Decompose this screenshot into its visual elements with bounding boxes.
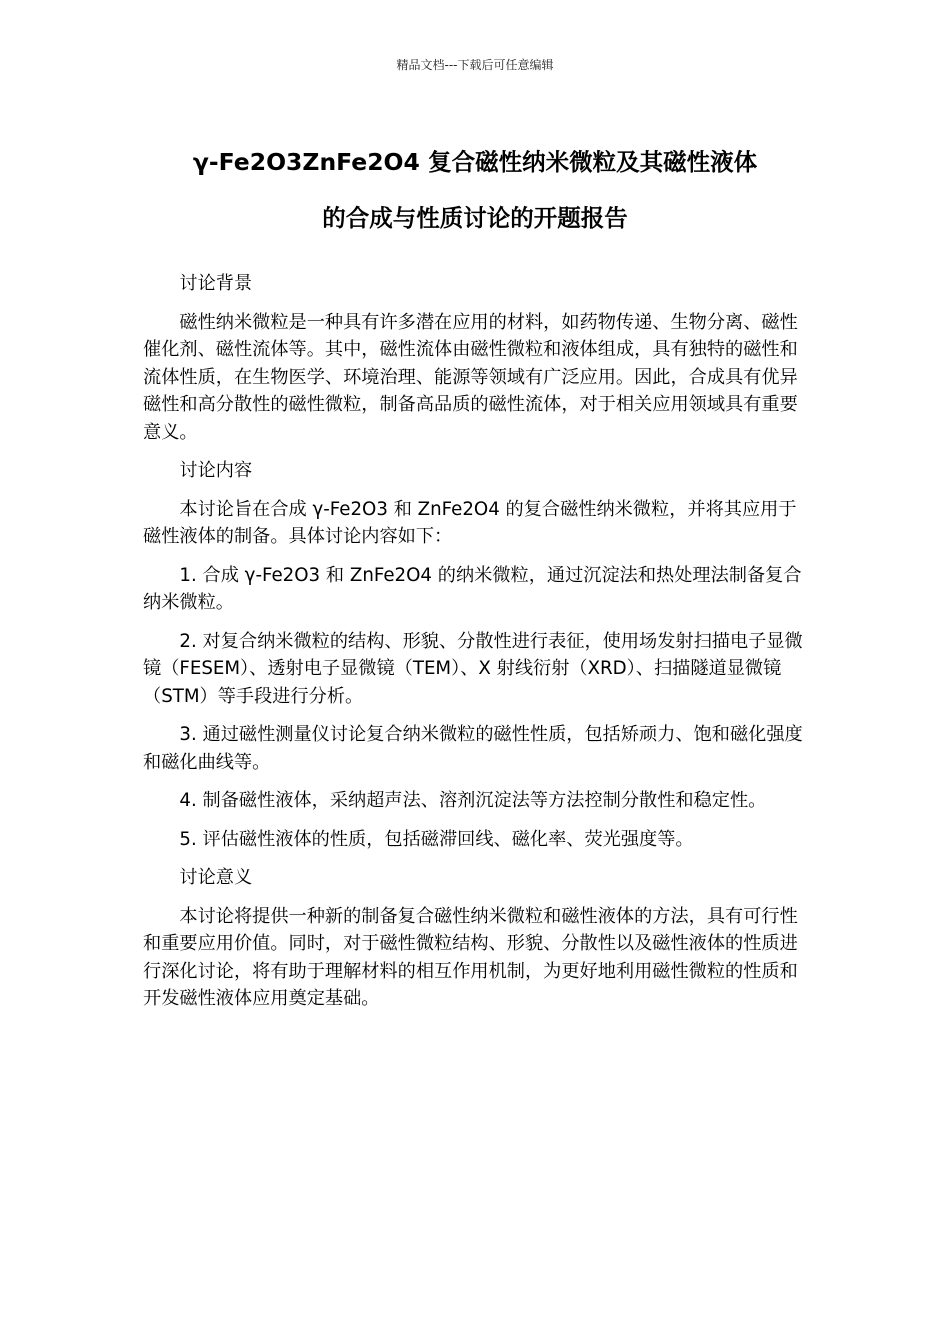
document-title (120, 134, 830, 246)
section-heading-content: 讨论内容 (179, 460, 253, 481)
title-line-2: 的合成与性质讨论的开题报告 (322, 204, 628, 232)
section-heading-background: 讨论背景 (179, 273, 253, 294)
title-line-1: γ-Fe2O3ZnFe2O4 复合磁性纳米微粒及其磁性液体 (192, 148, 758, 176)
paragraph-content-intro: 本讨论旨在合成 γ-Fe2O3 和 ZnFe2O4 的复合磁性纳米微粒，并将其应用于磁性液体的制备。具体讨论内容如下： (143, 498, 797, 547)
paragraph-significance: 本讨论将提供一种新的制备复合磁性纳米微粒和磁性液体的方法，具有可行性和重要应用价值。同时，对于磁性微粒结构、形貌、分散性以及磁性液体的性质进行深化讨论，将有助于理解材料的相互作用机制，为更好地利用磁性微粒的性质和开发磁性液体应用奠定基础。 (143, 905, 798, 1009)
list-item-content-3: 3. 通过磁性测量仪讨论复合纳米微粒的磁性性质，包括矫顽力、饱和磁化强度和磁化曲线等。 (143, 724, 803, 773)
header-note: 精品文档---下载后可任意编辑 (396, 58, 554, 72)
list-item-content-5: 5. 评估磁性液体的性质，包括磁滞回线、磁化率、荧光强度等。 (179, 828, 694, 850)
list-item-content-4: 4. 制备磁性液体，采纳超声法、溶剂沉淀法等方法控制分散性和稳定性。 (179, 790, 767, 811)
paragraph-background: 磁性纳米微粒是一种具有许多潜在应用的材料，如药物传递、生物分离、磁性催化剂、磁性流体等。其中，磁性流体由磁性微粒和液体组成，具有独特的磁性和流体性质，在生物医学、环境治理、能源等领域有广泛应用。因此，合成具有优异磁性和高分散性的磁性微粒，制备高品质的磁性流体，对于相关应用领域具有重要意义。 (143, 311, 798, 443)
section-heading-significance: 讨论意义 (179, 867, 253, 888)
document-body (143, 270, 803, 1024)
list-item-content-2: 2. 对复合纳米微粒的结构、形貌、分散性进行表征，使用场发射扫描电子显微镜（FESEM）、透射电子显微镜（TEM）、X 射线衍射（XRD）、扫描隧道显微镜（STM）等手段进行分析。 (143, 630, 803, 707)
list-item-content-1: 1. 合成 γ-Fe2O3 和 ZnFe2O4 的纳米微粒，通过沉淀法和热处理法制备复合纳米微粒。 (143, 564, 802, 613)
